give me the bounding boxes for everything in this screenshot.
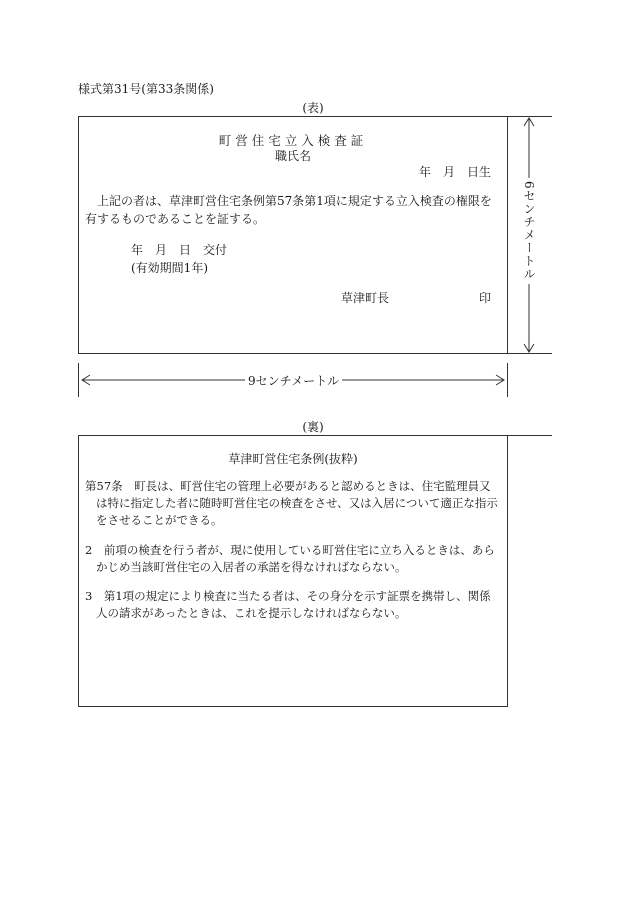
back-side-label: (裏)	[302, 420, 324, 434]
back-card	[78, 435, 508, 707]
back-dim-tick	[508, 435, 552, 436]
front-side-label: (表)	[302, 101, 324, 115]
official-name-label: 職氏名	[274, 149, 311, 163]
mayor-label: 草津町長	[341, 291, 390, 305]
article-paragraph-3: 3 第1項の規定により検査に当たる者は、その身分を示す証票を携帯し、関係人の請求があったときは、これを提示しなければならない。	[85, 589, 491, 620]
front-card	[78, 116, 508, 354]
article-57: 第57条 町長は、町営住宅の管理上必要があると認めるときは、住宅監理員又は特に指定した者に随時町営住宅の検査をさせ、又は入居について適正な指示をさせることができる。	[85, 479, 498, 527]
seal-mark: 印	[478, 291, 491, 305]
certificate-body: 上記の者は、草津町営住宅条例第57条第1項に規定する立入検査の権限を有するものであることを証する。	[85, 194, 492, 226]
height-dimension-label: 6センチメートル	[521, 178, 538, 284]
validity-period: (有効期間1年)	[131, 261, 208, 275]
width-dimension-label: 9センチメートル	[245, 372, 342, 389]
issue-date-line: 年 月 日 交付	[131, 243, 228, 257]
birth-date-line: 年 月 日生	[418, 165, 491, 179]
form-number-label: 様式第31号(第33条関係)	[78, 82, 214, 96]
article-paragraph-2: 2 前項の検査を行う者が、現に使用している町営住宅に立ち入るときは、あらかじめ当該町営住宅の入居者の承諾を得なければならない。	[85, 543, 495, 574]
certificate-title: 町営住宅立入検査証	[218, 133, 368, 148]
ordinance-title: 草津町営住宅条例(抜粋)	[228, 452, 358, 466]
